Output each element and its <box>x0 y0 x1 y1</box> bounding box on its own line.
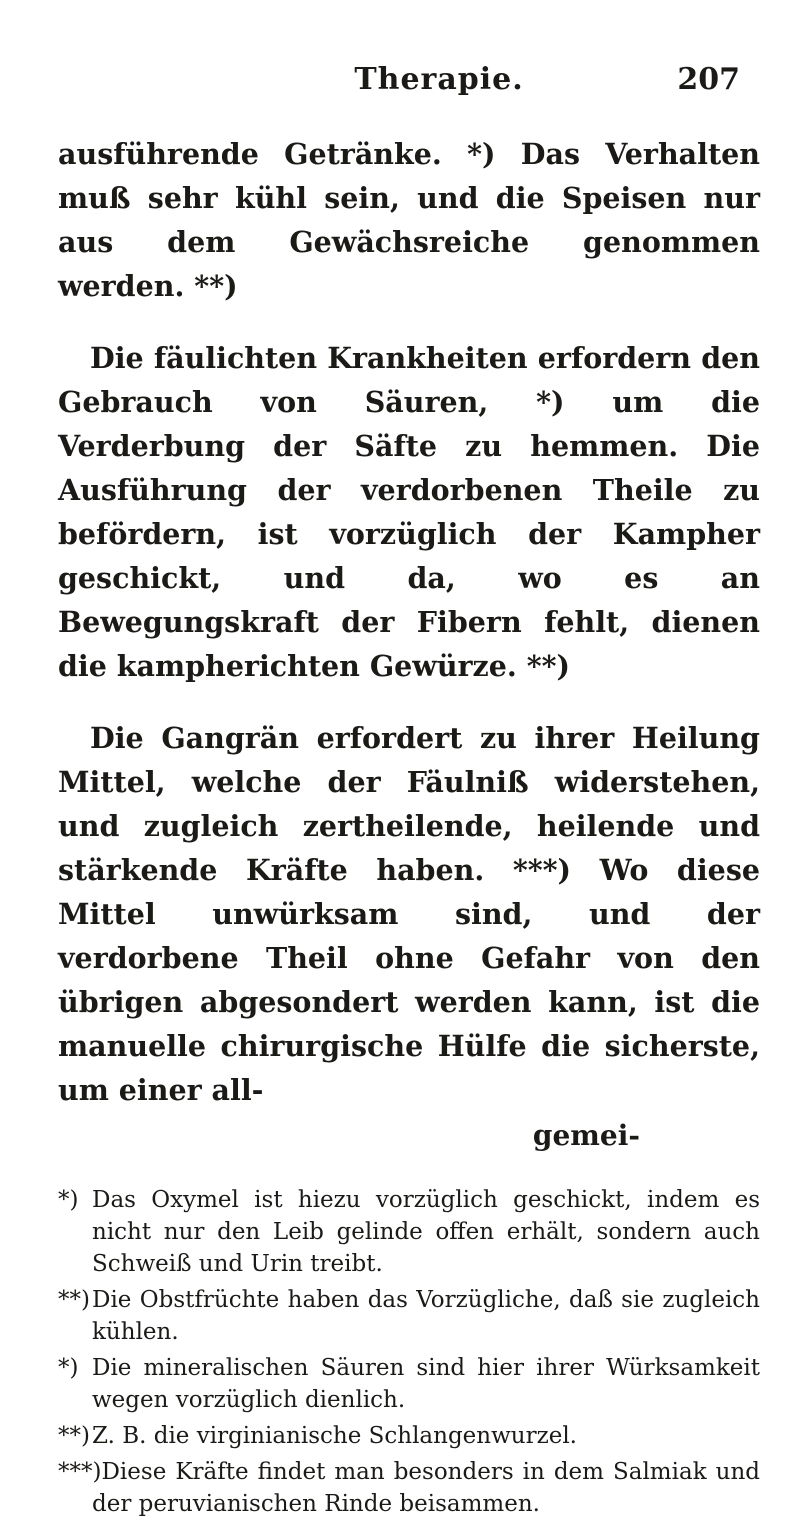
footnote-text: Die Obstfrüchte haben das Vorzügliche, daß sie zugleich kühlen. <box>92 1287 760 1345</box>
paragraph-2: Die fäulichten Krankheiten erfordern den Gebrauch von Säuren, *) um die Verderbung der Säfte zu hemmen. Die Ausführung der verdorbenen Theile zu befördern, ist vorzüglich der Kampher geschickt, und da, wo es an Bewegungskraft der Fibern fehlt, dienen die kampherichten Gewürze. **) <box>58 341 760 683</box>
main-text <box>58 132 760 1154</box>
footnote <box>58 1284 760 1348</box>
footnote-mark: ***) <box>58 1459 102 1485</box>
footnote-text: Z. B. die virginianische Schlangenwurzel. <box>92 1423 577 1449</box>
footnote <box>58 1456 760 1520</box>
running-head: Therapie. <box>354 62 524 97</box>
footnote-mark: *) <box>58 1355 79 1381</box>
footnote <box>58 1420 760 1452</box>
footnote <box>58 1184 760 1280</box>
footnote <box>58 1352 760 1416</box>
catchword: gemei- <box>532 1119 640 1152</box>
page-number: 207 <box>677 62 740 97</box>
footnote-text: Die mineralischen Säuren sind hier ihrer Würksamkeit wegen vorzüglich dienlich. <box>92 1355 760 1413</box>
footnote-text: Diese Kräfte findet man besonders in dem Salmiak und der peruvianischen Rinde beisammen. <box>92 1459 760 1517</box>
paragraph-1: ausführende Getränke. *) Das Verhalten muß sehr kühl sein, und die Speisen nur aus dem Gewächsreiche genommen werden. **) <box>58 137 760 303</box>
footnote-mark: **) <box>58 1287 90 1313</box>
footnotes <box>58 1184 760 1520</box>
footnote-mark: **) <box>58 1423 90 1449</box>
page-header <box>58 62 760 122</box>
paragraph-3: Die Gangrän erfordert zu ihrer Heilung Mittel, welche der Fäulniß widerstehen, und zugleich zertheilende, heilende und stärkende Kräfte haben. ***) Wo diese Mittel unwürksam sind, und der verdorbene Theil ohne Gefahr von den übrigen abgesondert werden kann, ist die manuelle chirurgische Hülfe die sicherste, um einer all- <box>58 721 760 1107</box>
footnote-mark: *) <box>58 1187 79 1213</box>
footnote-text: Das Oxymel ist hiezu vorzüglich geschickt, indem es nicht nur den Leib gelinde offen erhält, sondern auch Schweiß und Urin treibt. <box>92 1187 760 1277</box>
